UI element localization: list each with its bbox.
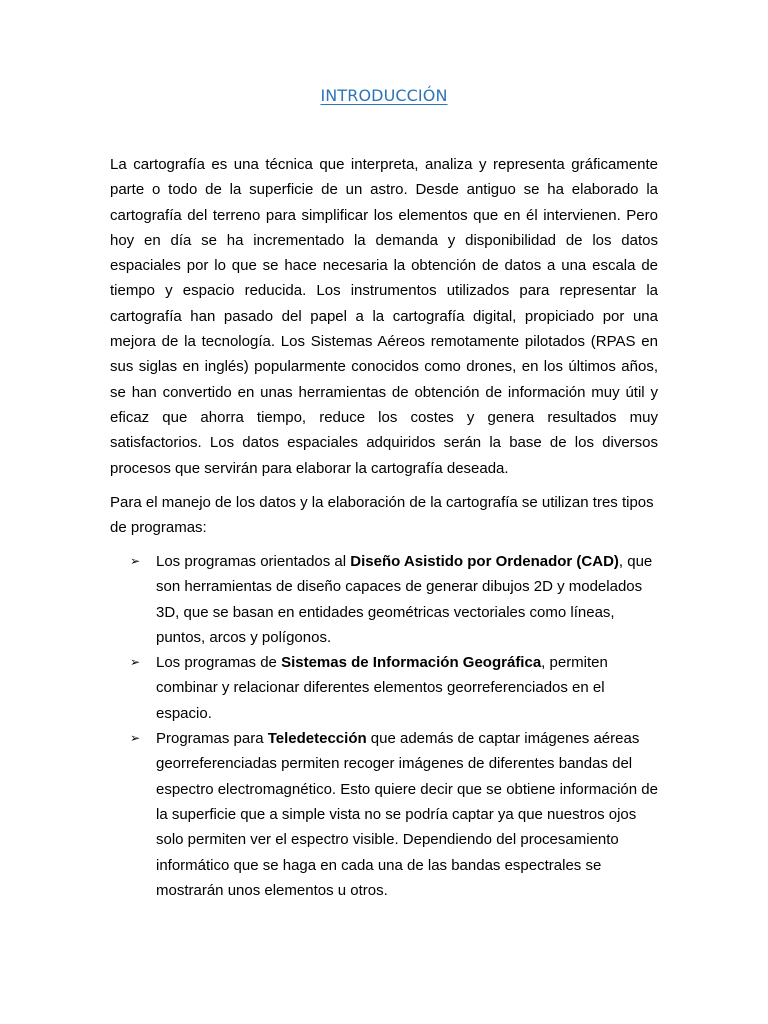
list-item-text-start: Los programas orientados al: [156, 553, 351, 570]
arrow-bullet-icon: ➢: [130, 731, 141, 746]
list-item-text-end: que además de captar imágenes aéreas georreferenciadas permiten recoger imágenes de diferentes bandas del espectro electromagnético. Esto quiere decir que se obtiene información de la superficie que a simple vista no se podría captar ya que nuestros ojos solo permiten ver el espectro visible. Dependiendo del procesamiento informático que se haga en cada una de las bandas espectrales se mostrarán unos elementos u otros.: [156, 730, 658, 899]
list-item-bold-term: Teledetección: [267, 730, 367, 748]
arrow-bullet-icon: ➢: [130, 554, 141, 568]
list-item-text-end: , permiten combinar y relacionar diferentes elementos georreferenciados en el espacio.: [156, 654, 608, 722]
list-item-text-end: , que son herramientas de diseño capaces de generar dibujos 2D y modelados 3D, que se basan en entidades geométricas vectoriales como líneas, puntos, arcos y polígonos.: [156, 553, 653, 646]
list-item-bold-term: Diseño Asistido por Ordenador (CAD): [350, 553, 619, 570]
list-item: [130, 726, 660, 903]
programs-paragraph: Para el manejo de los datos y la elaboración de la cartografía se utilizan tres tipos de programas:: [110, 494, 654, 537]
arrow-bullet-icon: ➢: [130, 655, 141, 670]
list-item-text-start: Los programas de: [156, 654, 282, 672]
list-item: [130, 549, 660, 650]
intro-paragraph: La cartografía es una técnica que interpreta, analiza y representa gráficamente parte o todo de la superficie de un astro. Desde antiguo se ha elaborado la cartografía del terreno para simplificar los elementos que en él intervienen. Pero hoy en día se ha incrementado la demanda y disponibilidad de los datos espaciales por lo que se hace necesaria la obtención de datos a una escala de tiempo y espacio reducida. Los instrumentos utilizados para representar la cartografía han pasado del papel a la cartografía digital, propiciado por una mejora de la tecnología. Los Sistemas Aéreos remotamente pilotados (RPAS en sus siglas en inglés) popularmente conocidos como drones, en los últimos años, se han convertido en unas herramientas de obtención de información muy útil y eficaz que ahorra tiempo, reduce los costes y genera resultados muy satisfactorios. Los datos espaciales adquiridos serán la base de los diversos procesos que servirán para elaborar la cartografía deseada.: [110, 156, 658, 477]
list-item: [130, 650, 660, 726]
list-item-text-start: Programas para: [156, 730, 268, 748]
page-title: INTRODUCCIÓN: [320, 86, 448, 105]
list-item-bold-term: Sistemas de Información Geográfica: [281, 654, 542, 672]
program-types-list: [130, 549, 660, 903]
